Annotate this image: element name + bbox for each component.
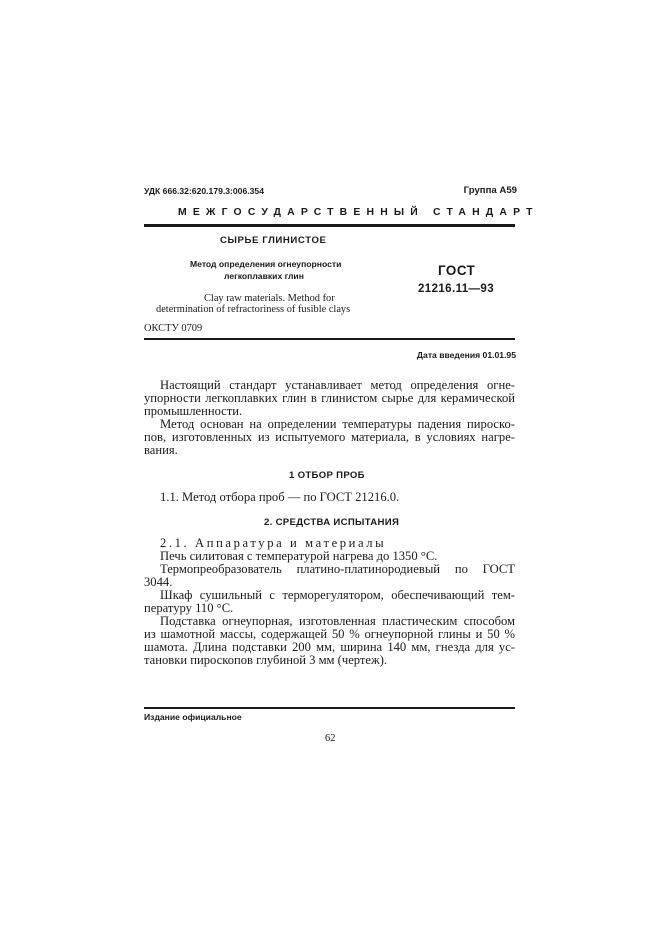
subtitle-ru-line1: Метод определения огнеупорности [190,259,342,269]
section-2-heading: 2. СРЕДСТВА ИСПЫТАНИЯ [264,517,400,528]
intro-line: Метод основан на определении температуры падения пироско- [160,417,515,431]
subtitle-en-line1: Clay raw materials. Method for [204,293,335,304]
section-1-text: 1.1. Метод отбора проб — по ГОСТ 21216.0. [160,490,400,504]
document-title: СЫРЬЕ ГЛИНИСТОЕ [220,235,327,246]
subtitle-ru-line2: легкоплавких глин [224,271,304,281]
intro-line: вания. [144,443,178,457]
intro-line: Настоящий стандарт устанавливает метод определения огне- [160,378,515,392]
intro-line: упорности легкоплавких глин в глинистом сырье для керамической [144,391,515,405]
section-2-line: Печь силитовая с температурой нагрева до 1350 °С. [160,549,438,563]
title-rule [144,338,515,340]
header-rule [144,224,515,227]
gost-number: 21216.11—93 [418,283,495,295]
gost-label: ГОСТ [438,263,476,278]
section-2-line: Подставка огнеупорная, изготовленная пластическим способом [160,614,515,628]
section-2-line: пературу 110 °С. [144,601,234,615]
date-introduced: Дата введения 01.01.95 [416,350,516,360]
subtitle-en-line2: determination of refractoriness of fusible clays [156,304,351,315]
section-2-line: тановки пироскопов глубиной 3 мм (чертеж). [144,653,388,667]
udk-code: УДК 666.32:620.179.3:006.354 [144,186,264,196]
section-2-subheading: 2.1. Аппаратура и материалы [160,536,387,550]
footer-rule [144,707,515,709]
section-2-line: 3044. [144,575,173,589]
standard-type: МЕЖГОСУДАРСТВЕННЫЙ СТАНДАРТ [178,207,539,218]
section-2-line: шамота. Длина подставки 200 мм, ширина 140 мм, гнезда для ус- [144,640,515,654]
section-2-line: Термопреобразователь платино-платинородиевый по ГОСТ [160,562,515,576]
section-1-heading: 1 ОТБОР ПРОБ [289,470,365,481]
group-code: Группа А59 [463,185,517,196]
section-2-line: из шамотной массы, содержащей 50 % огнеупорной глины и 50 % [144,627,515,641]
okstu-code: ОКСТУ 0709 [144,323,203,334]
section-2-line: Шкаф сушильный с терморегулятором, обеспечивающий тем- [160,588,515,602]
intro-line: промышленности. [144,404,243,418]
official-edition-label: Издание официальное [144,712,242,722]
page-number: 62 [325,733,336,744]
intro-line: пов, изготовленных из испытуемого материала, в условиях нагре- [144,430,515,444]
